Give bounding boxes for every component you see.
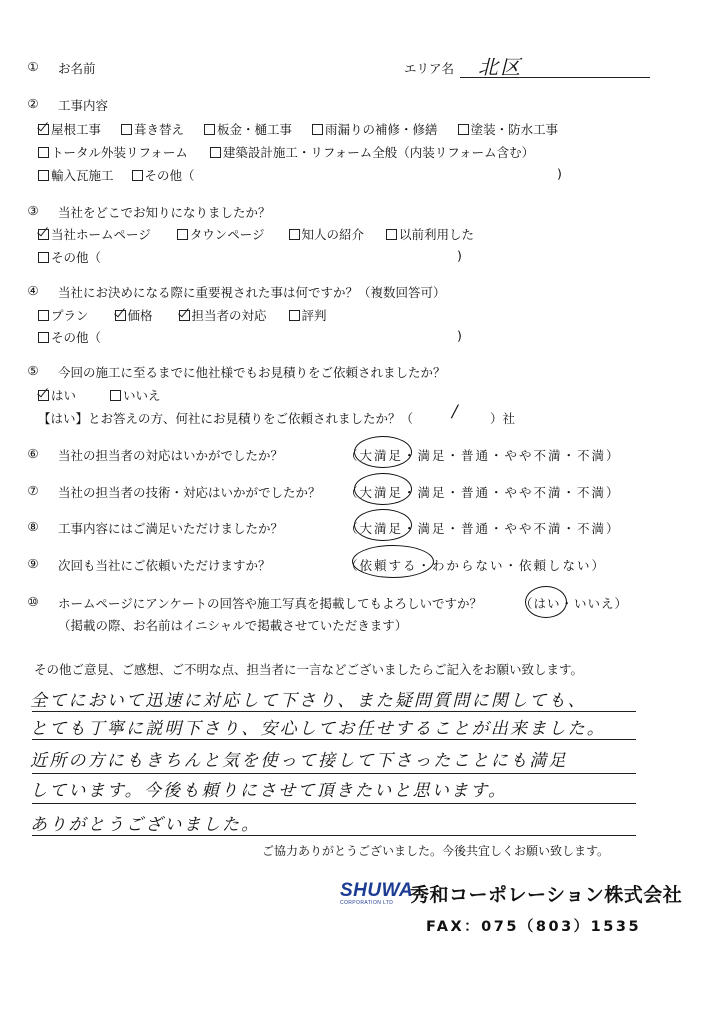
q4-close-paren: ) bbox=[457, 328, 462, 343]
q7-selected-circle bbox=[354, 473, 412, 505]
q3-other[interactable]: その他（ bbox=[38, 248, 101, 266]
comments-prompt: その他ご意見、ご感想、ご不明な点、担当者に一言などございましたらご記入をお願い致します。 bbox=[34, 662, 584, 677]
q8-rating-options[interactable]: （大満足・満足・普通・やや不満・不満） bbox=[345, 521, 621, 536]
checkbox-icon[interactable] bbox=[38, 252, 49, 263]
q7-number: ⑦ bbox=[27, 483, 39, 498]
option-design-reform[interactable]: 建築設計施工・リフォーム全般（内装リフォーム含む） bbox=[210, 143, 534, 161]
q2-number: ② bbox=[27, 96, 39, 111]
option-townpage[interactable]: タウンページ bbox=[177, 225, 265, 243]
q6-selected-circle bbox=[354, 436, 412, 468]
checkbox-icon[interactable] bbox=[289, 229, 300, 240]
logo-text: SHUWA bbox=[340, 880, 414, 901]
checkbox-icon[interactable] bbox=[38, 332, 49, 343]
q5-number: ⑤ bbox=[27, 363, 39, 378]
area-label: エリア名 bbox=[404, 61, 455, 76]
q7-rating-options[interactable]: （大満足・満足・普通・やや不満・不満） bbox=[345, 485, 621, 500]
option-other[interactable]: その他（ bbox=[132, 166, 195, 184]
comment-line-1[interactable]: 全てにおいて迅速に対応して下さり、また疑問質問に関しても、 bbox=[30, 691, 587, 711]
checkbox-checked-icon[interactable] bbox=[179, 310, 190, 321]
checkbox-checked-icon[interactable] bbox=[38, 229, 49, 240]
q5-followup: 【はい】とお答えの方、何社にお見積りをご依頼されましたか？（ bbox=[38, 411, 414, 426]
q1-label: お名前 bbox=[58, 61, 96, 76]
area-value[interactable]: 北区 bbox=[478, 55, 523, 79]
option-staff-response[interactable]: 担当者の対応 bbox=[179, 306, 267, 324]
q8-label: 工事内容にはご満足いただけましたか？ bbox=[58, 521, 284, 536]
option-price[interactable]: 価格 bbox=[115, 306, 153, 324]
checkbox-icon[interactable] bbox=[458, 124, 469, 135]
option-yes[interactable]: はい bbox=[38, 386, 76, 404]
q9-selected-circle bbox=[352, 545, 434, 578]
option-referral[interactable]: 知人の紹介 bbox=[289, 225, 365, 243]
checkbox-icon[interactable] bbox=[38, 170, 49, 181]
comment-rule-3 bbox=[32, 773, 636, 774]
q6-rating-options[interactable]: （大満足・満足・普通・やや不満・不満） bbox=[345, 448, 621, 463]
q10-note: （掲載の際、お名前はイニシャルで掲載させていただきます） bbox=[58, 618, 408, 633]
option-leak-repair[interactable]: 雨漏りの補修・修繕 bbox=[312, 120, 438, 138]
comment-rule-2 bbox=[32, 739, 636, 740]
logo-subtext: CORPORATION LTD bbox=[340, 900, 394, 906]
option-previous-use[interactable]: 以前利用した bbox=[386, 225, 474, 243]
option-imported-tile[interactable]: 輸入瓦施工 bbox=[38, 166, 114, 184]
q4-number: ④ bbox=[27, 283, 39, 298]
comment-rule-4 bbox=[32, 803, 636, 804]
option-painting[interactable]: 塗装・防水工事 bbox=[458, 120, 559, 138]
q2-close-paren: ) bbox=[557, 166, 562, 181]
company-name: 秀和コーポレーション株式会社 bbox=[410, 884, 683, 906]
checkbox-checked-icon[interactable] bbox=[115, 310, 126, 321]
q7-label: 当社の担当者の技術・対応はいかがでしたか？ bbox=[58, 485, 321, 500]
area-underline bbox=[460, 77, 650, 78]
q8-number: ⑧ bbox=[27, 519, 39, 534]
q10-selected-circle bbox=[525, 586, 567, 618]
checkbox-icon[interactable] bbox=[312, 124, 323, 135]
checkbox-icon[interactable] bbox=[110, 390, 121, 401]
checkbox-icon[interactable] bbox=[204, 124, 215, 135]
option-exterior-reform[interactable]: トータル外装リフォーム bbox=[38, 143, 188, 161]
option-homepage[interactable]: 当社ホームページ bbox=[38, 225, 151, 243]
q4-row1 bbox=[38, 306, 341, 324]
q10-number: ⑩ bbox=[27, 594, 39, 609]
q2-row1 bbox=[38, 120, 572, 138]
option-plan[interactable]: プラン bbox=[38, 306, 89, 324]
q5-followup-value[interactable]: / bbox=[452, 402, 460, 422]
option-sheet-metal[interactable]: 板金・樋工事 bbox=[204, 120, 292, 138]
q1-number: ① bbox=[27, 59, 39, 74]
checkbox-checked-icon[interactable] bbox=[38, 124, 49, 135]
q6-label: 当社の担当者の対応はいかがでしたか？ bbox=[58, 448, 284, 463]
checkbox-icon[interactable] bbox=[210, 147, 221, 158]
checkbox-icon[interactable] bbox=[289, 310, 300, 321]
q2-row2 bbox=[38, 143, 548, 161]
checkbox-icon[interactable] bbox=[177, 229, 188, 240]
comment-line-3[interactable]: 近所の方にもきちんと気を使って接して下さったことにも満足 bbox=[30, 751, 568, 771]
comment-line-4[interactable]: しています。今後も頼りにさせて頂きたいと思います。 bbox=[30, 781, 508, 801]
q5-label: 今回の施工に至るまでに他社様でもお見積りをご依頼されましたか？ bbox=[58, 365, 446, 380]
checkbox-icon[interactable] bbox=[121, 124, 132, 135]
q5-answers bbox=[38, 386, 175, 404]
q5-followup-end: ）社 bbox=[490, 411, 516, 426]
comment-rule-1 bbox=[32, 711, 636, 712]
q10-label: ホームページにアンケートの回答や施工写真を掲載してもよろしいですか？ bbox=[58, 596, 483, 611]
comment-line-2[interactable]: とても丁寧に説明下さり、安心してお任せすることが出来ました。 bbox=[30, 719, 606, 739]
footer-thanks: ご協力ありがとうございました。今後共宜しくお願い致します。 bbox=[262, 844, 610, 858]
option-roof[interactable]: 屋根工事 bbox=[38, 120, 101, 138]
q9-label: 次回も当社にご依頼いただけますか？ bbox=[58, 558, 271, 573]
fax-number: FAX：075（803）1535 bbox=[426, 919, 642, 935]
checkbox-icon[interactable] bbox=[38, 147, 49, 158]
q2-label: 工事内容 bbox=[58, 98, 109, 113]
option-reputation[interactable]: 評判 bbox=[289, 306, 327, 324]
q3-label: 当社をどこでお知りになりましたか？ bbox=[58, 205, 271, 220]
q8-selected-circle bbox=[354, 509, 412, 541]
option-reroof[interactable]: 葺き替え bbox=[121, 120, 184, 138]
q10-options[interactable]: （はい・いいえ） bbox=[520, 596, 629, 611]
q3-close-paren: ) bbox=[457, 248, 462, 263]
q4-label: 当社にお決めになる際に重要視された事は何ですか？（複数回答可） bbox=[58, 285, 446, 300]
company-logo bbox=[340, 880, 413, 906]
option-no[interactable]: いいえ bbox=[110, 386, 161, 404]
q3-number: ③ bbox=[27, 203, 39, 218]
q2-row3 bbox=[38, 166, 209, 184]
checkbox-icon[interactable] bbox=[386, 229, 397, 240]
q3-row1 bbox=[38, 225, 488, 243]
checkbox-icon[interactable] bbox=[38, 310, 49, 321]
q4-other[interactable]: その他（ bbox=[38, 328, 101, 346]
q9-rating-options[interactable]: （依頼する・わからない・依頼しない） bbox=[345, 558, 607, 573]
q9-number: ⑨ bbox=[27, 556, 39, 571]
checkbox-icon[interactable] bbox=[132, 170, 143, 181]
comment-line-5[interactable]: ありがとうございました。 bbox=[30, 815, 261, 835]
checkbox-checked-icon[interactable] bbox=[38, 390, 49, 401]
q6-number: ⑥ bbox=[27, 446, 39, 461]
comment-rule-5 bbox=[32, 835, 636, 836]
